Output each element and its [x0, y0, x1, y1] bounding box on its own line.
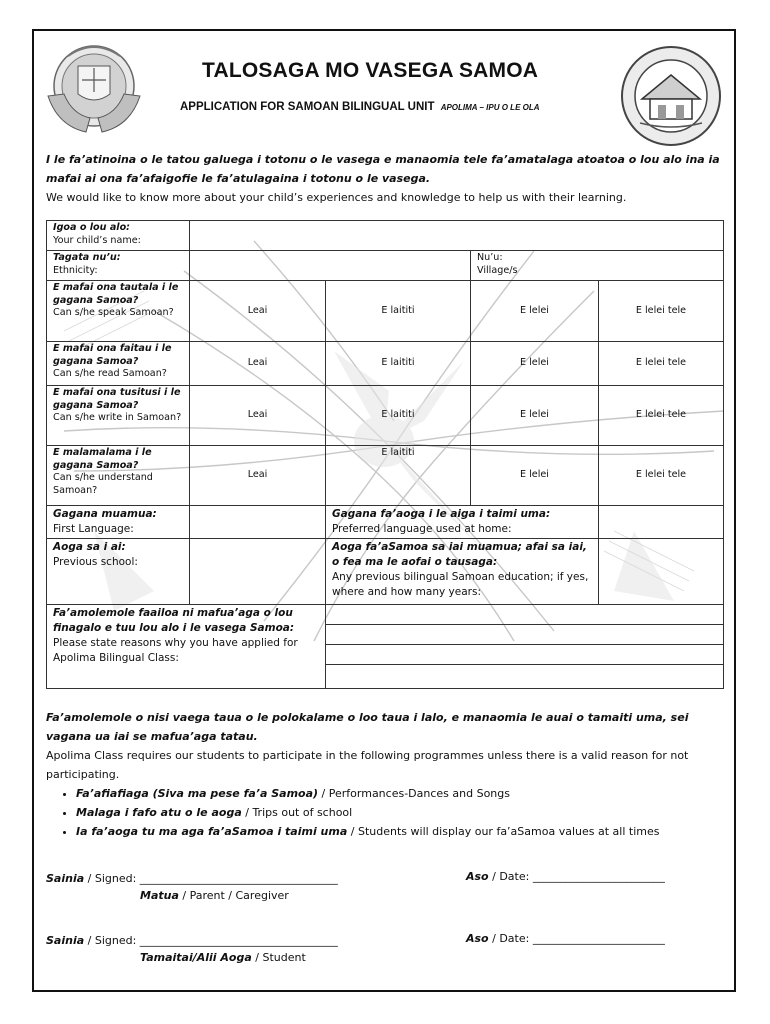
date-line[interactable]: ________________________: [532, 870, 665, 883]
read-question: E mafai ona faitau i le gagana Samoa? Can s/he read Samoan?: [47, 342, 190, 386]
option-e-laititi[interactable]: E laititi: [326, 342, 471, 386]
preferred-language-input[interactable]: [599, 506, 724, 539]
signature-line[interactable]: ____________________________________: [139, 872, 338, 885]
table-row: [47, 506, 724, 539]
table-row: [47, 251, 724, 281]
student-date[interactable]: Aso / Date: ________________________: [466, 932, 665, 945]
option-leai[interactable]: Leai: [190, 342, 326, 386]
programmes-samoan: Fa’amolemole o nisi vaega taua o le polokalame o loo taua i lalo, e manaomia le auai o tamaiti uma, sei vagana ua iai se mafua’aga tatau.: [46, 711, 689, 743]
ethnicity-input[interactable]: [190, 251, 471, 281]
option-e-lelei-tele[interactable]: E lelei tele: [599, 386, 724, 446]
speak-question: E mafai ona tautala i le gagana Samoa? Can s/he speak Samoan?: [47, 281, 190, 342]
samoa-coat-of-arms-icon: [38, 36, 150, 146]
option-e-lelei[interactable]: E lelei: [471, 446, 599, 506]
table-row: [47, 605, 724, 689]
option-e-lelei[interactable]: E lelei: [471, 386, 599, 446]
table-row: [47, 281, 724, 342]
ethnicity-label: Tagata nu’u: Ethnicity:: [47, 251, 190, 281]
option-e-lelei[interactable]: E lelei: [471, 342, 599, 386]
application-table: [46, 220, 724, 689]
first-language-label: Gagana muamua: First Language:: [47, 506, 190, 539]
child-name-label: Igoa o lou alo: Your child’s name:: [47, 221, 190, 251]
table-row: [47, 386, 724, 446]
intro-text: [46, 150, 722, 207]
option-e-laititi[interactable]: E laititi: [326, 446, 471, 506]
option-leai[interactable]: Leai: [190, 446, 326, 506]
option-leai[interactable]: Leai: [190, 386, 326, 446]
preferred-language-label: Gagana fa’aoga i le aiga i taimi uma: Preferred language used at home:: [326, 506, 599, 539]
list-item: • Fa’afiafiaga (Siva ma pese fa’a Samoa) / Performances-Dances and Songs: [76, 784, 726, 803]
previous-school-input[interactable]: [190, 539, 326, 605]
subtitle-small: APOLIMA – IPU O LE OLA: [440, 103, 540, 112]
list-item: • Ia fa’aoga tu ma aga fa’aSamoa i taimi uma / Students will display our fa’aSamoa values at all times: [76, 822, 726, 841]
village-field[interactable]: [471, 251, 724, 281]
option-e-laititi[interactable]: E laititi: [326, 386, 471, 446]
option-leai[interactable]: Leai: [190, 281, 326, 342]
table-row: [47, 446, 724, 506]
intro-samoan: I le fa’atinoina o le tatou galuega i totonu o le vasega e manaomia tele fa’amatalaga atoatoa o lou alo ina ia mafai ai ona fa’afaigofie le fa’atulagaina i totonu o le vasega.: [46, 153, 720, 185]
programmes-list: [46, 784, 726, 841]
child-name-input[interactable]: [190, 221, 724, 251]
village-label-english: Village/s: [477, 264, 518, 276]
option-e-lelei[interactable]: E lelei: [471, 281, 599, 342]
option-e-laititi[interactable]: E laititi: [326, 281, 471, 342]
bilingual-history-label: Aoga fa’aSamoa sa iai muamua; afai sa iai, o fea ma le aofai o tausaga: Any previous bilingual Samoan education; if yes, where and how many years:: [326, 539, 599, 605]
previous-school-label: Aoga sa i ai: Previous school:: [47, 539, 190, 605]
fale-seal-icon: [620, 45, 722, 147]
first-language-input[interactable]: [190, 506, 326, 539]
programmes-section: [46, 708, 726, 841]
table-row: [47, 539, 724, 605]
write-question: E mafai ona tusitusi i le gagana Samoa? Can s/he write in Samoan?: [47, 386, 190, 446]
page-subtitle: APPLICATION FOR SAMOAN BILINGUAL UNIT APOLIMA – IPU O LE OLA: [180, 101, 540, 113]
option-e-lelei-tele[interactable]: E lelei tele: [599, 281, 724, 342]
signature-line[interactable]: ____________________________________: [139, 934, 338, 947]
table-row: [47, 342, 724, 386]
bilingual-history-input[interactable]: [599, 539, 724, 605]
reasons-label: Fa’amolemole faailoa ni mafua’aga o lou finagalo e tuu lou alo i le vasega Samoa: Please state reasons why you have applied for Apolima Bilingual Class:: [47, 605, 326, 689]
page-title: TALOSAGA MO VASEGA SAMOA: [202, 59, 539, 82]
village-label-samoan: Nu’u:: [477, 252, 503, 263]
table-row: [47, 221, 724, 251]
list-item: • Malaga i fafo atu o le aoga / Trips out of school: [76, 803, 726, 822]
programmes-english: Apolima Class requires our students to participate in the following programmes unless there is a valid reason for not participating.: [46, 749, 689, 781]
student-signature[interactable]: Sainia / Signed: ____________________________________ Tamaitai/Alii Aoga / Student: [46, 934, 338, 964]
option-e-lelei-tele[interactable]: E lelei tele: [599, 446, 724, 506]
option-e-lelei-tele[interactable]: E lelei tele: [599, 342, 724, 386]
understand-question: E malamalama i le gagana Samoa? Can s/he understand Samoan?: [47, 446, 190, 506]
intro-english: We would like to know more about your child’s experiences and knowledge to help us with their learning.: [46, 191, 627, 204]
application-form-page: [32, 29, 736, 992]
parent-date[interactable]: Aso / Date: ________________________: [466, 870, 665, 883]
reasons-input[interactable]: [326, 605, 724, 689]
date-line[interactable]: ________________________: [532, 932, 665, 945]
parent-signature[interactable]: Sainia / Signed: ____________________________________ Matua / Parent / Caregiver: [46, 872, 338, 902]
